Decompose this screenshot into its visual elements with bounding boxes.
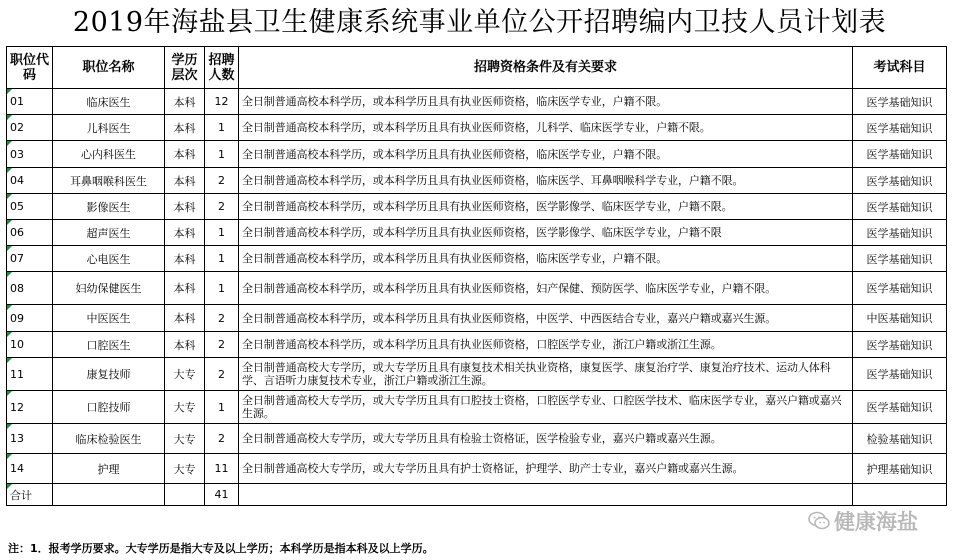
header-exam-subject: 考试科目 [853, 47, 947, 89]
requirements-cell: 全日制普通高校大专学历，或大专学历且具有口腔技士资格，口腔医学专业、口腔医学技术、临床医学专业，嘉兴户籍或嘉兴生源。 [239, 391, 853, 424]
position-name-cell: 口腔医生 [53, 332, 165, 358]
position-code-cell: 02 [7, 115, 53, 141]
education-level-cell: 大专 [165, 454, 205, 484]
requirements-cell: 全日制普通高校本科学历，或本科学历且具有执业医师资格，临床医学专业，户籍不限。 [239, 89, 853, 115]
footnote: 注：1．报考学历要求。大专学历是指大专及以上学历；本科学历是指本科及以上学历。 [8, 542, 434, 555]
requirements-cell: 全日制普通高校大专学历，或大专学历且具有康复技术相关执业资格，康复医学、康复治疗学、康复治疗技术、运动人体科学、言语听力康复技术专业，浙江户籍或浙江生源。 [239, 358, 853, 391]
table-row [7, 391, 947, 424]
position-code-cell: 04 [7, 168, 53, 194]
position-name-cell: 心内科医生 [53, 141, 165, 168]
exam-subject-cell: 医学基础知识 [853, 194, 947, 220]
position-code-cell: 09 [7, 305, 53, 332]
header-position-code: 职位代码 [7, 47, 53, 89]
exam-subject-cell: 医学基础知识 [853, 332, 947, 358]
table-row [7, 89, 947, 115]
education-level-cell: 本科 [165, 115, 205, 141]
table-row [7, 305, 947, 332]
header-education-level: 学历层次 [165, 47, 205, 89]
table-header-row [7, 47, 947, 89]
exam-subject-cell: 医学基础知识 [853, 272, 947, 305]
total-empty-cell [165, 484, 205, 506]
education-level-cell: 本科 [165, 220, 205, 246]
position-name-cell: 临床医生 [53, 89, 165, 115]
position-code-cell: 13 [7, 424, 53, 454]
position-name-cell: 儿科医生 [53, 115, 165, 141]
position-code-cell: 01 [7, 89, 53, 115]
exam-subject-cell: 护理基础知识 [853, 454, 947, 484]
exam-subject-cell: 医学基础知识 [853, 391, 947, 424]
exam-subject-cell: 中医基础知识 [853, 305, 947, 332]
exam-subject-cell: 医学基础知识 [853, 246, 947, 272]
position-code-cell: 10 [7, 332, 53, 358]
education-level-cell: 本科 [165, 194, 205, 220]
table-row [7, 272, 947, 305]
requirements-cell: 全日制普通高校本科学历，或本科学历且具有执业医师资格，临床医学专业，户籍不限。 [239, 246, 853, 272]
position-code-cell: 06 [7, 220, 53, 246]
requirements-cell: 全日制普通高校大专学历，或大专学历且具有检验士资格证，医学检验专业，嘉兴户籍或嘉兴生源。 [239, 424, 853, 454]
table-row [7, 358, 947, 391]
table-row [7, 115, 947, 141]
requirements-cell: 全日制普通高校本科学历，或本科学历且具有执业医师资格，医学影像学、临床医学专业，户籍不限 [239, 220, 853, 246]
education-level-cell: 本科 [165, 305, 205, 332]
table-row [7, 194, 947, 220]
education-level-cell: 大专 [165, 391, 205, 424]
education-level-cell: 本科 [165, 89, 205, 115]
watermark-text: 健康海盐 [834, 510, 918, 534]
header-requirements: 招聘资格条件及有关要求 [239, 47, 853, 89]
position-name-cell: 影像医生 [53, 194, 165, 220]
education-level-cell: 本科 [165, 141, 205, 168]
header-position-name: 职位名称 [53, 47, 165, 89]
table-row [7, 141, 947, 168]
exam-subject-cell: 医学基础知识 [853, 168, 947, 194]
position-code-cell: 03 [7, 141, 53, 168]
requirements-cell: 全日制普通高校本科学历，或本科学历且具有执业医师资格，临床医学专业，户籍不限。 [239, 141, 853, 168]
position-code-cell: 08 [7, 272, 53, 305]
table-row [7, 246, 947, 272]
education-level-cell: 本科 [165, 246, 205, 272]
education-level-cell: 本科 [165, 272, 205, 305]
position-name-cell: 口腔技师 [53, 391, 165, 424]
page-title: 2019年海盐县卫生健康系统事业单位公开招聘编内卫技人员计划表 [72, 7, 887, 38]
requirements-cell: 全日制普通高校本科学历，或本科学历且具有执业医师资格，中医学、中西医结合专业，嘉兴户籍或嘉兴生源。 [239, 305, 853, 332]
exam-subject-cell: 医学基础知识 [853, 141, 947, 168]
hiring-count-cell: 1 [205, 220, 239, 246]
position-name-cell: 妇幼保健医生 [53, 272, 165, 305]
total-empty-cell [239, 484, 853, 506]
hiring-count-cell: 1 [205, 391, 239, 424]
total-empty-cell [853, 484, 947, 506]
exam-subject-cell: 医学基础知识 [853, 115, 947, 141]
table-row [7, 454, 947, 484]
table-row [7, 424, 947, 454]
position-code-cell: 14 [7, 454, 53, 484]
hiring-count-cell: 2 [205, 168, 239, 194]
position-name-cell: 护理 [53, 454, 165, 484]
hiring-count-cell: 2 [205, 194, 239, 220]
table-row [7, 332, 947, 358]
hiring-count-cell: 2 [205, 305, 239, 332]
hiring-count-cell: 2 [205, 424, 239, 454]
exam-subject-cell: 医学基础知识 [853, 358, 947, 391]
watermark [808, 506, 918, 536]
hiring-count-cell: 2 [205, 358, 239, 391]
hiring-count-cell: 1 [205, 246, 239, 272]
total-label: 合计 [7, 484, 53, 506]
requirements-cell: 全日制普通高校本科学历，或本科学历且具有执业医师资格，医学影像学、临床医学专业，户籍不限。 [239, 194, 853, 220]
position-name-cell: 康复技师 [53, 358, 165, 391]
wechat-icon [808, 511, 830, 531]
education-level-cell: 本科 [165, 168, 205, 194]
position-code-cell: 07 [7, 246, 53, 272]
exam-subject-cell: 医学基础知识 [853, 220, 947, 246]
recruitment-plan-table [6, 46, 947, 506]
education-level-cell: 大专 [165, 358, 205, 391]
header-hiring-count: 招聘人数 [205, 47, 239, 89]
requirements-cell: 全日制普通高校本科学历，或本科学历且具有执业医师资格，妇产保健、预防医学、临床医学专业，户籍不限。 [239, 272, 853, 305]
position-code-cell: 11 [7, 358, 53, 391]
education-level-cell: 本科 [165, 332, 205, 358]
total-row [7, 484, 947, 506]
hiring-count-cell: 2 [205, 332, 239, 358]
total-count: 41 [205, 484, 239, 506]
hiring-count-cell: 11 [205, 454, 239, 484]
hiring-count-cell: 1 [205, 272, 239, 305]
position-code-cell: 05 [7, 194, 53, 220]
position-name-cell: 超声医生 [53, 220, 165, 246]
requirements-cell: 全日制普通高校大专学历，或大专学历且具有护士资格证，护理学、助产士专业，嘉兴户籍或嘉兴生源。 [239, 454, 853, 484]
hiring-count-cell: 1 [205, 141, 239, 168]
position-name-cell: 心电医生 [53, 246, 165, 272]
requirements-cell: 全日制普通高校本科学历，或本科学历且具有执业医师资格，儿科学、临床医学专业，户籍不限。 [239, 115, 853, 141]
table-row [7, 168, 947, 194]
requirements-cell: 全日制普通高校本科学历，或本科学历且具有执业医师资格，口腔医学专业，浙江户籍或浙江生源。 [239, 332, 853, 358]
position-name-cell: 耳鼻咽喉科医生 [53, 168, 165, 194]
table-row [7, 220, 947, 246]
exam-subject-cell: 医学基础知识 [853, 89, 947, 115]
position-name-cell: 中医医生 [53, 305, 165, 332]
hiring-count-cell: 1 [205, 115, 239, 141]
hiring-count-cell: 12 [205, 89, 239, 115]
requirements-cell: 全日制普通高校本科学历，或本科学历且具有执业医师资格，临床医学、耳鼻咽喉科学专业，户籍不限。 [239, 168, 853, 194]
exam-subject-cell: 检验基础知识 [853, 424, 947, 454]
total-empty-cell [53, 484, 165, 506]
position-code-cell: 12 [7, 391, 53, 424]
position-name-cell: 临床检验医生 [53, 424, 165, 454]
education-level-cell: 大专 [165, 424, 205, 454]
